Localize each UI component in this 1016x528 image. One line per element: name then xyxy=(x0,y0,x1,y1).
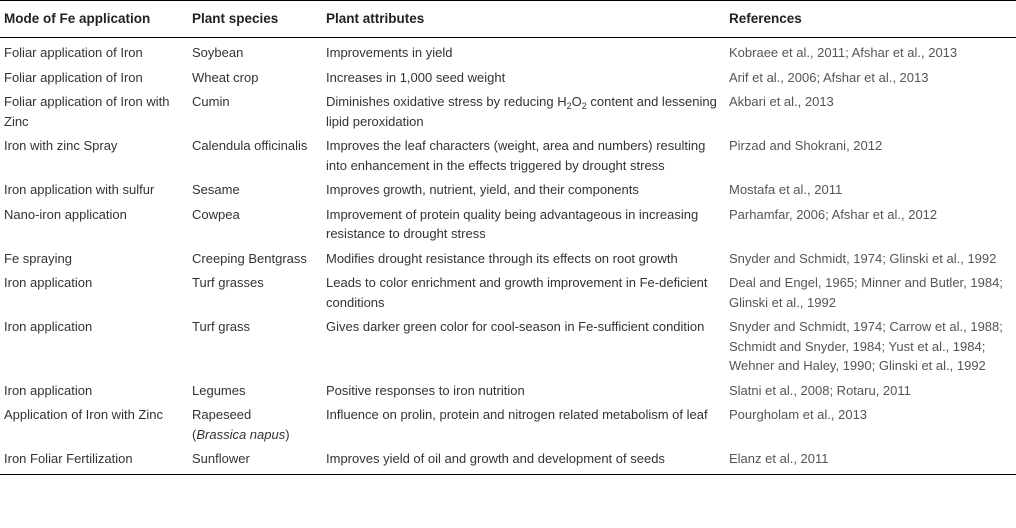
attr-text-pre: Diminishes oxidative stress by reducing H xyxy=(326,94,567,109)
table-row xyxy=(0,133,1016,177)
cell-mode: Iron with zinc Spray xyxy=(4,138,118,153)
cell-species: Legumes xyxy=(192,382,246,398)
paren-close: ) xyxy=(285,426,290,442)
cell-attributes xyxy=(322,89,725,133)
cell-references: Elanz et al., 2011 xyxy=(725,446,1016,474)
cell-mode: Iron application xyxy=(4,275,93,290)
cell-mode: Application of Iron with Zinc xyxy=(4,407,163,422)
attr-text-mid: O xyxy=(571,94,582,109)
cell-references: Pourgholam et al., 2013 xyxy=(729,407,868,422)
table-row xyxy=(0,177,1016,202)
table-row xyxy=(0,38,1016,65)
cell-references: Akbari et al., 2013 xyxy=(729,94,834,109)
cell-attributes: Positive responses to iron nutrition xyxy=(326,382,525,398)
subscript: 2 xyxy=(566,101,572,111)
subscript: 2 xyxy=(581,101,587,111)
cell-species: Sunflower xyxy=(188,446,322,474)
header-references: References xyxy=(725,1,1016,38)
header-species: Plant species xyxy=(188,1,322,38)
cell-mode: Nano-iron application xyxy=(4,206,127,222)
cell-attributes: Improvements in yield xyxy=(326,45,453,60)
species-common-name: Rapeseed xyxy=(192,407,252,422)
cell-mode: Iron application with sulfur xyxy=(4,182,155,197)
cell-species: Creeping Bentgrass xyxy=(192,250,307,266)
cell-references: Kobraee et al., 2011; Afshar et al., 2013 xyxy=(729,45,958,60)
attr-text-post: content and lessening lipid peroxidation xyxy=(326,94,717,129)
cell-references: Pirzad and Shokrani, 2012 xyxy=(729,138,883,153)
paren-open: ( xyxy=(192,426,197,442)
table-row xyxy=(0,402,1016,446)
cell-species: Cumin xyxy=(192,94,230,109)
cell-references: Snyder and Schmidt, 1974; Carrow et al., 1988; Schmidt and Snyder, 1984; Yust et al., 1984; Wehner and Haley, 1990; Glinski et al., 1992 xyxy=(729,319,1003,373)
table-row xyxy=(0,314,1016,378)
cell-attributes: Improves the leaf characters (weight, area and numbers) resulting into enhancement in the effects triggered by drought stress xyxy=(326,138,706,173)
cell-mode: Iron application xyxy=(4,319,93,334)
cell-attributes: Modifies drought resistance through its effects on root growth xyxy=(326,250,678,266)
header-row xyxy=(0,1,1016,38)
header-mode: Mode of Fe application xyxy=(0,1,188,38)
cell-attributes: Leads to color enrichment and growth improvement in Fe-deficient conditions xyxy=(326,275,708,310)
cell-attributes: Improvement of protein quality being advantageous in increasing resistance to drought stress xyxy=(326,206,699,241)
table-row xyxy=(0,202,1016,246)
cell-species: Turf grasses xyxy=(192,275,264,290)
cell-species: Turf grass xyxy=(192,319,251,334)
cell-species: Calendula officinalis xyxy=(192,138,308,153)
cell-mode: Fe spraying xyxy=(4,250,72,266)
cell-references: Snyder and Schmidt, 1974; Glinski et al., 1992 xyxy=(729,250,997,266)
cell-references: Mostafa et al., 2011 xyxy=(729,182,843,197)
table-row xyxy=(0,446,1016,474)
cell-mode: Foliar application of Iron xyxy=(4,69,143,85)
cell-attributes: Influence on prolin, protein and nitrogen related metabolism of leaf xyxy=(326,407,708,422)
cell-species xyxy=(188,402,322,446)
table-row xyxy=(0,378,1016,403)
cell-species: Sesame xyxy=(192,182,240,197)
table-row xyxy=(0,89,1016,133)
cell-references: Slatni et al., 2008; Rotaru, 2011 xyxy=(729,382,911,398)
cell-mode: Foliar application of Iron with Zinc xyxy=(4,94,170,129)
table-row xyxy=(0,246,1016,271)
cell-attributes: Improves growth, nutrient, yield, and their components xyxy=(326,182,639,197)
table-row xyxy=(0,65,1016,90)
header-attributes: Plant attributes xyxy=(322,1,725,38)
cell-mode: Foliar application of Iron xyxy=(4,45,143,60)
cell-references: Parhamfar, 2006; Afshar et al., 2012 xyxy=(729,206,938,222)
cell-mode: Iron Foliar Fertilization xyxy=(0,446,188,474)
cell-species: Cowpea xyxy=(192,206,240,222)
cell-species: Soybean xyxy=(192,45,244,60)
cell-species: Wheat crop xyxy=(192,69,259,85)
cell-attributes: Increases in 1,000 seed weight xyxy=(326,69,506,85)
cell-attributes: Improves yield of oil and growth and development of seeds xyxy=(322,446,725,474)
cell-mode: Iron application xyxy=(4,382,93,398)
species-scientific-name: Brassica napus xyxy=(196,426,286,442)
cell-references: Arif et al., 2006; Afshar et al., 2013 xyxy=(729,69,929,85)
cell-attributes: Gives darker green color for cool-season in Fe-sufficient condition xyxy=(326,319,705,334)
cell-references: Deal and Engel, 1965; Minner and Butler, 1984; Glinski et al., 1992 xyxy=(729,275,1003,310)
table-row xyxy=(0,270,1016,314)
